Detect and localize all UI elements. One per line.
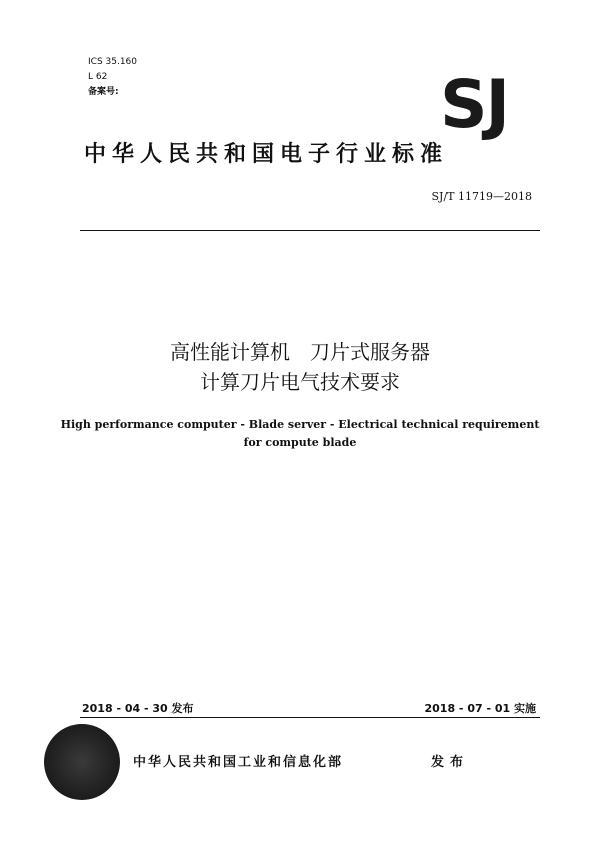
header-divider — [80, 230, 540, 231]
zh-title-line-1: 高性能计算机 刀片式服务器 — [170, 340, 430, 364]
sj-logo-text: SJ — [439, 66, 509, 143]
issue-label: 发布 — [431, 755, 470, 770]
en-title-line-1: High performance computer - Blade server - Electrical technical requirement — [60, 418, 540, 431]
implement-date: 2018 - 07 - 01 实施 — [424, 702, 536, 715]
zh-title-line-2: 计算刀片电气技术要求 — [200, 370, 400, 394]
issuing-authority: 中华人民共和国工业和信息化部 — [133, 755, 344, 770]
publish-date: 2018 - 04 - 30 发布 — [82, 702, 194, 715]
official-seal-icon — [44, 724, 120, 800]
sj-logo — [428, 66, 520, 143]
standard-code: SJ/T 11719—2018 — [431, 190, 532, 203]
filing-number-label: 备案号: — [88, 87, 119, 97]
en-title-line-2: for compute blade — [243, 436, 357, 449]
footer-divider — [80, 717, 540, 718]
ccs-code: L 62 — [88, 72, 108, 82]
ics-code: ICS 35.160 — [88, 57, 138, 67]
standard-category-title: 中华人民共和国电子行业标准 — [84, 142, 449, 167]
